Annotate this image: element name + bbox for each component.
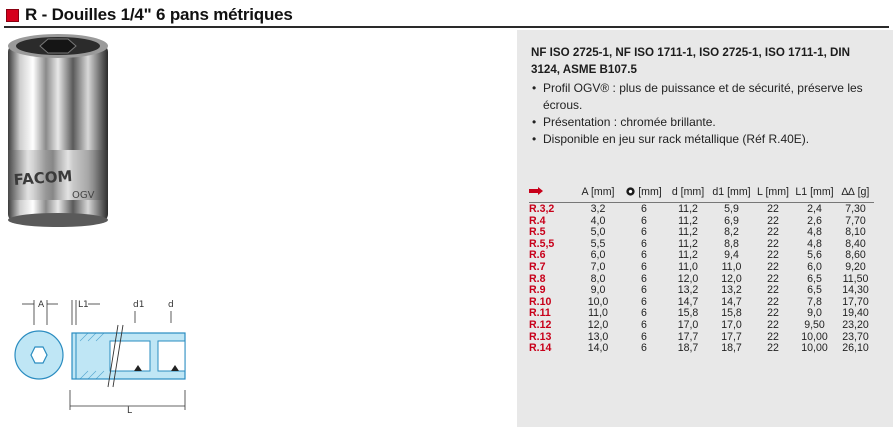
table-cell: 6 [641, 342, 647, 355]
reference-cell: R.3,2 [529, 203, 575, 216]
label-l: L [127, 406, 133, 416]
table-cell: 11,2 [678, 214, 698, 227]
reference-cell: R.6 [529, 249, 546, 262]
table-row [529, 250, 874, 262]
profile-engraving: OGV [72, 190, 95, 201]
table-cell: 23,70 [842, 330, 869, 343]
table-cell: 3,2 [575, 203, 621, 216]
column-header-unit: [mm] [638, 186, 662, 198]
table-cell: 6,5 [807, 284, 822, 297]
table-cell: 26,10 [842, 342, 869, 355]
socket-photo [0, 30, 120, 230]
table-cell: 7,0 [590, 260, 606, 273]
table-row [529, 285, 874, 297]
table-cell: 4,8 [807, 237, 822, 250]
table-cell: 7,8 [807, 295, 822, 308]
dimension-diagram [10, 295, 195, 420]
table-cell: 23,20 [842, 318, 869, 331]
column-header [621, 182, 667, 203]
table-cell: 14,0 [587, 342, 609, 355]
feature-item: • Disponible en jeu sur rack métallique (Réf R.40E). [531, 131, 886, 148]
reference-cell: R.11 [529, 307, 551, 320]
table-cell: 22 [767, 307, 779, 320]
table-cell: 18,7 [677, 342, 699, 355]
table-cell: 10,00 [801, 330, 828, 343]
table-cell: 8,0 [590, 272, 606, 285]
reference-cell: R.13 [529, 330, 552, 343]
table-cell: 22 [767, 237, 779, 250]
reference-cell: R.4 [529, 214, 546, 227]
table-cell: 8,10 [845, 226, 866, 239]
table-cell: 19,40 [842, 307, 869, 320]
table-cell: 14,7 [677, 295, 699, 308]
table-cell: 22 [767, 330, 779, 343]
table-cell: 22 [754, 203, 792, 216]
table-cell: 6 [641, 318, 647, 331]
table-cell: 11,0 [678, 260, 698, 273]
reference-cell: R.10 [529, 295, 552, 308]
table-cell: 9,0 [590, 284, 606, 297]
table-cell: 6 [641, 226, 647, 239]
table-cell: 11,0 [588, 307, 608, 320]
feature-item: • Profil OGV® : plus de puissance et de sécurité, préserve les écrous. [531, 80, 886, 114]
table-cell: 6 [641, 330, 647, 343]
table-cell: 22 [767, 226, 779, 239]
table-cell: 17,0 [677, 318, 699, 331]
table-cell: 14,7 [721, 295, 742, 308]
table-row [529, 343, 874, 355]
title-bar [4, 4, 889, 28]
reference-cell: R.12 [529, 318, 552, 331]
label-a: A [38, 300, 45, 310]
table-cell: 11,0 [721, 260, 742, 273]
standards-text: NF ISO 2725-1, NF ISO 1711-1, ISO 2725-1, ISO 1711-1, DIN 3124, ASME B107.5 [531, 46, 850, 76]
table-cell: 9,4 [724, 249, 739, 262]
brand-engraving: FACOM [13, 166, 73, 189]
column-header [837, 182, 874, 203]
red-square-icon [6, 9, 19, 22]
table-cell: 6 [641, 249, 647, 262]
spec-table [529, 182, 874, 355]
table-cell: 6 [641, 307, 647, 320]
table-row [529, 274, 874, 286]
table-cell: 12,0 [721, 272, 742, 285]
table-cell: 22 [767, 249, 779, 262]
table-row [529, 227, 874, 239]
table-cell: 6 [641, 272, 647, 285]
table-cell: 4,0 [590, 214, 606, 227]
table-cell: 6 [641, 284, 647, 297]
reference-cell: R.5,5 [529, 237, 555, 250]
table-cell: 7,30 [837, 203, 874, 216]
column-header: L1 [mm] [795, 186, 834, 198]
table-cell: 8,60 [845, 249, 866, 262]
table-cell: 4,8 [807, 226, 822, 239]
reference-cell: R.9 [529, 284, 546, 297]
table-row [529, 239, 874, 251]
table-cell: 11,2 [667, 203, 709, 216]
table-cell: 8,2 [724, 226, 739, 239]
table-cell: 9,50 [804, 318, 825, 331]
feature-item: • Présentation : chromée brillante. [531, 114, 886, 131]
table-cell: 22 [767, 260, 779, 273]
label-l1: L1 [78, 300, 89, 310]
table-cell: 9,0 [807, 307, 822, 320]
table-cell: 15,8 [721, 307, 742, 320]
column-header: A [mm] [581, 186, 615, 198]
table-header-row [529, 182, 874, 203]
hex-drive-icon [626, 187, 635, 196]
table-cell: 5,9 [709, 203, 754, 216]
table-cell: 5,0 [590, 226, 606, 239]
table-cell: 13,2 [677, 284, 699, 297]
table-cell: 22 [767, 295, 779, 308]
table-cell: 6,0 [590, 249, 606, 262]
table-cell: 6,9 [724, 214, 739, 227]
column-header: L [mm] [757, 186, 789, 198]
table-cell: 22 [767, 272, 779, 285]
table-cell: 6 [641, 214, 647, 227]
table-cell: 14,30 [842, 284, 869, 297]
table-row [529, 216, 874, 228]
table-cell: 6 [641, 237, 647, 250]
table-cell: 12,0 [677, 272, 699, 285]
reference-cell: R.8 [529, 272, 546, 285]
table-row [529, 262, 874, 274]
table-cell: 5,6 [807, 249, 822, 262]
table-cell: 17,7 [677, 330, 699, 343]
table-cell: 5,5 [590, 237, 606, 250]
table-cell: 22 [767, 318, 779, 331]
feature-list [531, 80, 886, 148]
table-cell: 6 [641, 260, 647, 273]
table-cell: 12,0 [587, 318, 609, 331]
label-d: d [168, 300, 174, 310]
table-cell: 17,0 [721, 318, 742, 331]
column-header: d [mm] [671, 186, 705, 198]
table-cell: 15,8 [677, 307, 699, 320]
ref-column-header [529, 182, 575, 203]
table-cell: 11,2 [678, 237, 698, 250]
reference-cell: R.14 [529, 342, 552, 355]
table-cell: 8,8 [724, 237, 739, 250]
reference-cell: R.7 [529, 260, 546, 273]
table-cell: 10,0 [587, 295, 609, 308]
table-cell: 11,50 [842, 272, 869, 285]
table-cell: 10,00 [801, 342, 828, 355]
table-cell: 17,70 [842, 295, 869, 308]
table-cell: 6,5 [807, 272, 822, 285]
table-cell: 18,7 [721, 342, 742, 355]
table-cell: 6 [621, 203, 667, 216]
table-cell: 6 [641, 295, 647, 308]
table-cell: 13,2 [721, 284, 742, 297]
column-header: d1 [mm] [712, 186, 751, 198]
key-icon [529, 187, 543, 195]
page-title: R - Douilles 1/4" 6 pans métriques [25, 5, 293, 24]
table-cell: 11,2 [678, 249, 698, 262]
label-d1: d1 [133, 300, 145, 310]
table-cell: 7,70 [845, 214, 866, 227]
table-cell: 22 [767, 214, 779, 227]
table-cell: 11,2 [678, 226, 698, 239]
table-cell: 8,40 [845, 237, 866, 250]
table-cell: 6,0 [807, 260, 822, 273]
reference-cell: R.5 [529, 226, 546, 239]
table-cell: 22 [767, 342, 779, 355]
table-cell: 9,20 [845, 260, 866, 273]
weight-icon: ∆∆ [841, 186, 855, 198]
table-row [529, 203, 874, 216]
info-panel [517, 30, 893, 427]
column-header-unit: [g] [857, 186, 870, 198]
table-cell: 13,0 [587, 330, 609, 343]
spec-table-body [529, 203, 874, 355]
table-cell: 2,4 [792, 203, 837, 216]
table-cell: 22 [767, 284, 779, 297]
table-row [529, 320, 874, 332]
table-cell: 2,6 [807, 214, 822, 227]
table-row [529, 297, 874, 309]
table-cell: 17,7 [721, 330, 742, 343]
